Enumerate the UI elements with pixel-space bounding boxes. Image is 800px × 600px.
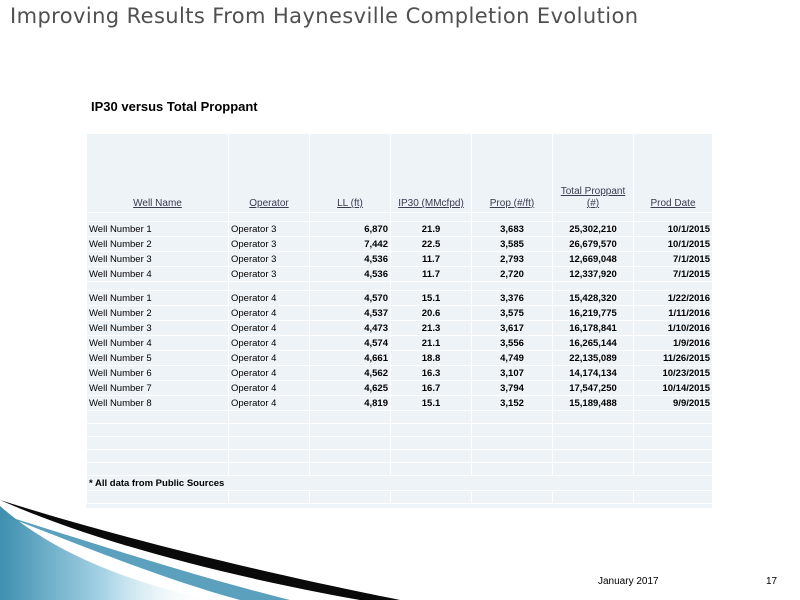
cell-prod-date: 7/1/2015 <box>634 252 713 267</box>
cell-well-name: Well Number 8 <box>87 396 229 411</box>
cell-prod-date: 7/1/2015 <box>634 267 713 282</box>
cell-ip30: 16.7 <box>391 381 472 396</box>
blank-row <box>87 424 713 437</box>
cell-lateral-length: 4,562 <box>310 366 391 381</box>
cell-prop-per-ft: 3,683 <box>472 222 553 237</box>
blank-row <box>87 437 713 450</box>
footer-date: January 2017 <box>598 576 659 587</box>
cell-prop-per-ft: 3,794 <box>472 381 553 396</box>
cell-ip30: 15.1 <box>391 396 472 411</box>
cell-well-name: Well Number 1 <box>87 291 229 306</box>
empty-cell <box>310 213 391 222</box>
table-row <box>87 306 713 321</box>
table-row <box>87 381 713 396</box>
empty-cell <box>472 411 553 424</box>
table-row <box>87 336 713 351</box>
cell-well-name: Well Number 4 <box>87 336 229 351</box>
cell-prod-date: 10/14/2015 <box>634 381 713 396</box>
cell-prod-date: 1/9/2016 <box>634 336 713 351</box>
cell-ip30: 21.3 <box>391 321 472 336</box>
empty-cell <box>553 450 634 463</box>
empty-cell <box>553 282 634 291</box>
cell-operator: Operator 3 <box>229 252 310 267</box>
header-operator: Operator <box>229 134 310 213</box>
empty-cell <box>634 424 713 437</box>
empty-cell <box>229 411 310 424</box>
table-row <box>87 237 713 252</box>
empty-cell <box>553 437 634 450</box>
empty-cell <box>229 463 310 476</box>
empty-cell <box>391 463 472 476</box>
cell-well-name: Well Number 7 <box>87 381 229 396</box>
cell-ip30: 21.1 <box>391 336 472 351</box>
header-total-proppant: Total Proppant (#) <box>553 134 634 213</box>
cell-prod-date: 10/1/2015 <box>634 237 713 252</box>
cell-lateral-length: 4,661 <box>310 351 391 366</box>
cell-ip30: 22.5 <box>391 237 472 252</box>
source-note: * All data from Public Sources <box>87 476 713 491</box>
cell-prod-date: 9/9/2015 <box>634 396 713 411</box>
cell-prop-per-ft: 2,793 <box>472 252 553 267</box>
spacer-row <box>87 213 713 222</box>
cell-well-name: Well Number 3 <box>87 321 229 336</box>
cell-total-proppant: 16,178,841 <box>553 321 634 336</box>
header-well-name: Well Name <box>87 134 229 213</box>
cell-prod-date: 10/1/2015 <box>634 222 713 237</box>
empty-cell <box>229 424 310 437</box>
table-body <box>87 134 713 504</box>
empty-cell <box>87 463 229 476</box>
table-row <box>87 291 713 306</box>
header-ip30: IP30 (MMcfpd) <box>391 134 472 213</box>
data-table-container <box>86 133 712 508</box>
table-row <box>87 222 713 237</box>
well-data-table <box>86 133 713 504</box>
empty-cell <box>634 450 713 463</box>
cell-total-proppant: 12,669,048 <box>553 252 634 267</box>
cell-total-proppant: 25,302,210 <box>553 222 634 237</box>
cell-well-name: Well Number 1 <box>87 222 229 237</box>
empty-cell <box>229 282 310 291</box>
cell-ip30: 16.3 <box>391 366 472 381</box>
cell-operator: Operator 4 <box>229 351 310 366</box>
empty-cell <box>391 282 472 291</box>
cell-operator: Operator 3 <box>229 267 310 282</box>
cell-prop-per-ft: 4,749 <box>472 351 553 366</box>
empty-cell <box>391 437 472 450</box>
cell-total-proppant: 15,189,488 <box>553 396 634 411</box>
cell-lateral-length: 4,574 <box>310 336 391 351</box>
table-row <box>87 252 713 267</box>
header-prop-per-ft: Prop (#/ft) <box>472 134 553 213</box>
empty-cell <box>229 213 310 222</box>
empty-cell <box>553 463 634 476</box>
empty-cell <box>87 450 229 463</box>
empty-cell <box>391 213 472 222</box>
empty-cell <box>553 411 634 424</box>
empty-cell <box>391 450 472 463</box>
cell-total-proppant: 26,679,570 <box>553 237 634 252</box>
cell-ip30: 11.7 <box>391 267 472 282</box>
cell-lateral-length: 4,537 <box>310 306 391 321</box>
empty-cell <box>634 437 713 450</box>
empty-cell <box>634 213 713 222</box>
cell-total-proppant: 14,174,134 <box>553 366 634 381</box>
cell-prop-per-ft: 3,152 <box>472 396 553 411</box>
empty-cell <box>553 213 634 222</box>
cell-total-proppant: 16,265,144 <box>553 336 634 351</box>
blank-row <box>87 463 713 476</box>
empty-cell <box>229 437 310 450</box>
cell-lateral-length: 4,625 <box>310 381 391 396</box>
cell-prop-per-ft: 3,617 <box>472 321 553 336</box>
cell-prop-per-ft: 3,107 <box>472 366 553 381</box>
empty-cell <box>391 411 472 424</box>
cell-operator: Operator 4 <box>229 306 310 321</box>
empty-cell <box>310 437 391 450</box>
empty-cell <box>472 437 553 450</box>
cell-well-name: Well Number 4 <box>87 267 229 282</box>
cell-operator: Operator 4 <box>229 396 310 411</box>
empty-cell <box>553 424 634 437</box>
table-row <box>87 351 713 366</box>
empty-cell <box>634 463 713 476</box>
table-subtitle: IP30 versus Total Proppant <box>91 99 258 114</box>
cell-prod-date: 1/11/2016 <box>634 306 713 321</box>
cell-ip30: 20.6 <box>391 306 472 321</box>
empty-cell <box>391 424 472 437</box>
empty-cell <box>472 282 553 291</box>
cell-prop-per-ft: 3,585 <box>472 237 553 252</box>
table-row <box>87 267 713 282</box>
cell-well-name: Well Number 5 <box>87 351 229 366</box>
empty-cell <box>310 463 391 476</box>
cell-lateral-length: 6,870 <box>310 222 391 237</box>
cell-operator: Operator 4 <box>229 366 310 381</box>
cell-well-name: Well Number 3 <box>87 252 229 267</box>
cell-prop-per-ft: 3,376 <box>472 291 553 306</box>
cell-operator: Operator 3 <box>229 222 310 237</box>
cell-prop-per-ft: 3,575 <box>472 306 553 321</box>
cell-total-proppant: 12,337,920 <box>553 267 634 282</box>
cell-lateral-length: 4,536 <box>310 252 391 267</box>
cell-prop-per-ft: 2,720 <box>472 267 553 282</box>
spacer-row <box>87 282 713 291</box>
cell-ip30: 15.1 <box>391 291 472 306</box>
cell-lateral-length: 7,442 <box>310 237 391 252</box>
cell-ip30: 21.9 <box>391 222 472 237</box>
blank-row <box>87 411 713 424</box>
cell-operator: Operator 4 <box>229 321 310 336</box>
cell-operator: Operator 3 <box>229 237 310 252</box>
page-number: 17 <box>766 576 778 587</box>
note-row <box>87 476 713 491</box>
empty-cell <box>472 450 553 463</box>
table-header-row <box>87 134 713 213</box>
cell-operator: Operator 4 <box>229 381 310 396</box>
empty-cell <box>310 424 391 437</box>
cell-well-name: Well Number 6 <box>87 366 229 381</box>
cell-prod-date: 1/10/2016 <box>634 321 713 336</box>
empty-cell <box>310 411 391 424</box>
empty-cell <box>87 437 229 450</box>
header-lateral-length: LL (ft) <box>310 134 391 213</box>
table-row <box>87 396 713 411</box>
empty-cell <box>634 282 713 291</box>
cell-ip30: 18.8 <box>391 351 472 366</box>
cell-total-proppant: 15,428,320 <box>553 291 634 306</box>
cell-lateral-length: 4,473 <box>310 321 391 336</box>
cell-prod-date: 11/26/2015 <box>634 351 713 366</box>
cell-prod-date: 1/22/2016 <box>634 291 713 306</box>
cell-prod-date: 10/23/2015 <box>634 366 713 381</box>
empty-cell <box>472 463 553 476</box>
empty-cell <box>472 424 553 437</box>
cell-well-name: Well Number 2 <box>87 306 229 321</box>
cell-lateral-length: 4,570 <box>310 291 391 306</box>
cell-operator: Operator 4 <box>229 336 310 351</box>
empty-cell <box>87 213 229 222</box>
empty-cell <box>310 450 391 463</box>
cell-prop-per-ft: 3,556 <box>472 336 553 351</box>
empty-cell <box>229 450 310 463</box>
table-row <box>87 366 713 381</box>
blank-row <box>87 450 713 463</box>
cell-well-name: Well Number 2 <box>87 237 229 252</box>
slide-title: Improving Results From Haynesville Completion Evolution <box>10 4 639 28</box>
empty-cell <box>87 282 229 291</box>
empty-cell <box>472 213 553 222</box>
empty-cell <box>87 411 229 424</box>
cell-total-proppant: 17,547,250 <box>553 381 634 396</box>
cell-total-proppant: 22,135,089 <box>553 351 634 366</box>
empty-cell <box>87 424 229 437</box>
empty-cell <box>634 411 713 424</box>
cell-total-proppant: 16,219,775 <box>553 306 634 321</box>
cell-lateral-length: 4,536 <box>310 267 391 282</box>
empty-cell <box>310 282 391 291</box>
cell-ip30: 11.7 <box>391 252 472 267</box>
table-row <box>87 321 713 336</box>
cell-lateral-length: 4,819 <box>310 396 391 411</box>
cell-operator: Operator 4 <box>229 291 310 306</box>
decorative-swoosh <box>0 500 800 600</box>
header-prod-date: Prod Date <box>634 134 713 213</box>
